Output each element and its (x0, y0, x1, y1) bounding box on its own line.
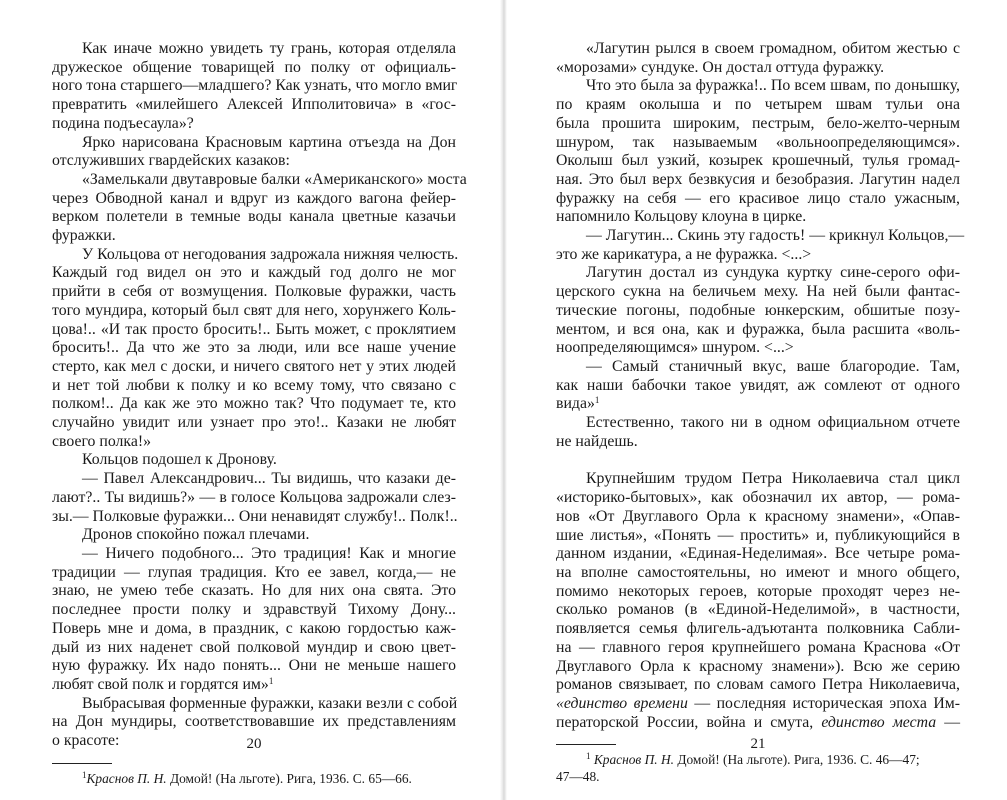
text-line: Кольцов подошел к Дронову. (82, 451, 277, 469)
footnote-line (52, 770, 456, 787)
text-line: Двуглавого Орла к красному знамени»). Всю же серию (556, 657, 960, 675)
text-line: случайно увидит или узнает про это!.. Казаки не любят (52, 414, 456, 432)
text-line: Как иначе можно увидеть ту грань, которая отделяла (82, 40, 456, 57)
text-line: ментом, и вся она, как и фуражка, была расшита «воль- (556, 320, 960, 338)
footnote-line: 47—48. (556, 769, 600, 785)
text-line: это же карикатура, а не фуражка. <...> (556, 245, 812, 263)
text-line: появляется семья флигель-адъютанта полковника Сабли- (556, 620, 960, 638)
footnote (556, 751, 960, 785)
text-line: Ярко нарисована Красновым картина отъезда на Дон (82, 133, 456, 151)
text-line: цова!.. «И так просто бросить!.. Быть может, с проклятием (52, 320, 456, 338)
text-line: «морозами» сундуке. Он достал оттуда фуражку. (556, 58, 885, 76)
footnote-author: Краснов П. Н. (593, 752, 674, 768)
text-line: Лагутин достал из сундука куртку сине-серого офи- (586, 264, 960, 282)
footnote-text: Домой! (На льготе). Рига, 1936. С. 65—66. (169, 770, 412, 786)
text-line: того мундира, который был свят для него, хорунжего Коль- (52, 301, 456, 319)
text-line: Дронов спокойно пожал плечами. (82, 526, 310, 544)
text-line: через Обводной канал и вдруг из каждого вагона фейер- (52, 189, 456, 207)
text-line: дый из них наденет свой полковой мундир и свою цвет- (52, 638, 456, 656)
footnote-line (556, 751, 960, 768)
left-page (52, 40, 467, 786)
text-line: Околыш был узкий, козырек крошечный, тулья громад- (556, 152, 960, 170)
text-line: — Ничего подобного... Это традиция! Как и многие (82, 544, 456, 562)
text-line: церского сукна на беличьем меху. На ней были фантас- (556, 283, 960, 301)
text-line: на — главного героя крупнейшего романа Краснова «От (556, 638, 960, 656)
text-line: ного тона старшего—младшего? Как узнать, что могло вмиг (52, 77, 458, 95)
footnote (52, 770, 456, 787)
text-fragment: — (944, 713, 961, 731)
text-line: на Дон мундиры, соответствовавшие их представлениям (52, 713, 456, 731)
text-line: — Лагутин... Скинь эту гадость! — крикнул Кольцов,— (586, 227, 965, 245)
text-line: шие листья», «Понять — простить» и, публикующийся в (556, 526, 960, 544)
text-line: Выбрасывая форменные фуражки, казаки везли с собой (82, 694, 458, 712)
text-fragment: единство места (821, 713, 937, 731)
footnote-marker: 1 (82, 769, 87, 780)
text-line: «Замелькали двутавровые балки «Американского» моста (82, 170, 467, 188)
text-line: шнуром, так называемым «вольноопределяющимся». (556, 133, 960, 151)
text-line: Естественно, такого ни в одном официальном отчете (586, 414, 960, 432)
text-line: верком полетели в темные воды канала цветные казачьи (52, 208, 456, 226)
right-page (556, 40, 965, 785)
text-line: романов связывает, по словам самого Петра Николаевича, (556, 676, 960, 694)
footnote-author: Краснов П. Н. (86, 770, 167, 786)
text-line: У Кольцова от негодования задрожала нижняя челюсть. (82, 245, 459, 263)
text-line: напомнило Кольцову клоуна в цирке. (556, 208, 807, 226)
text-line: — Павел Александрович... Ты видишь, что казаки де- (82, 470, 456, 488)
page-number: 20 (246, 736, 262, 752)
text-line: ную фуражку. Их надо понять... Они не меньше нашего (52, 657, 456, 675)
text-line: Крупнейшим трудом Петра Николаевича стал цикл (586, 470, 960, 488)
text-line: нов «От Двуглавого Орла к красному знамени», «Опав- (556, 507, 960, 525)
text-line (556, 695, 960, 714)
text-fragment: вида» (556, 395, 595, 413)
text-line: сколько романов (в «Единой-Неделимой», в частности, (556, 601, 960, 619)
text-line: Поверь мне и дома, в праздник, с какою гордостью каж- (52, 619, 456, 637)
text-line: стерто, как мел с доски, и ничего святого нет у этих людей (52, 357, 456, 375)
text-line: последнее прости полку и здравствуй Тихому Дону... (52, 601, 456, 619)
text-line (52, 676, 456, 695)
text-line: ноопределяющимся» шнуром. <...> (556, 339, 794, 357)
text-fragment: «единство времени (556, 694, 688, 712)
text-line: превратить «милейшего Алексей Ипполитовича» в «гос- (52, 96, 456, 114)
text-line: бросить!.. Да что же это за люди, или все наше учение (52, 339, 456, 357)
footnote-ref: 1 (594, 395, 600, 406)
text-line: своего полка!» (52, 432, 152, 450)
text-line: — Самый станичный вкус, ваше благородие. Там, (586, 357, 960, 375)
text-line: фуражку на себя — его красивое лицо стало ужасным, (556, 189, 960, 207)
page-number: 21 (750, 736, 766, 752)
text-line: Что это была за фуражка!.. По всем швам, по донышку, (586, 77, 960, 95)
text-line: знаю, не умею тебе сказать. Но для них она свята. Это (52, 582, 456, 600)
text-line: данном издании, «Единая-Неделимая». Все четыре рома- (556, 545, 960, 563)
text-line: традиции — глупая традиция. Кто ее завел, когда,— не (52, 563, 456, 581)
text-line: ная. Это был верх безвкусия и безобразия. Лагутин надел (556, 170, 960, 188)
text-line: на вполне самостоятельны, но имеют и много общего, (556, 563, 960, 581)
text-fragment: — последняя историческая эпоха Им- (694, 694, 960, 712)
text-line: Каждый год видел он это и каждый год долго не мог (52, 264, 456, 282)
text-line (556, 395, 960, 414)
text-line: полком!.. Да как же это можно так? Что подумает те, кто (52, 395, 456, 413)
text-line: зы.— Полковые фуражки... Они ненавидят службу!.. Полк!.. (52, 507, 458, 525)
section-break (556, 451, 960, 470)
footnote-text: Домой! (На льготе). Рига, 1936. С. 46—47; (677, 752, 920, 768)
left-page-body (52, 40, 467, 751)
text-line: прийти в себя от возмущения. Полковые фуражки, часть (52, 283, 456, 301)
footnote-marker: 1 (586, 751, 591, 762)
text-line: не найдешь. (556, 432, 638, 450)
footnote-ref: 1 (268, 675, 274, 686)
text-line: о красоте: (52, 732, 120, 750)
text-line: отслуживших гвардейских казаков: (52, 152, 290, 170)
text-line: по краям околыша и по четырем швам тульи она (556, 96, 960, 114)
text-fragment: любят свой полк и гордятся им» (52, 675, 269, 693)
text-line: лают?.. Ты видишь?» — в голосе Кольцова задрожали слез- (52, 488, 456, 506)
text-line: и нет той любви к полку и ко всему тому, что связано с (52, 376, 456, 394)
text-line: помимо некоторых героев, которые проходят через не- (556, 582, 960, 600)
text-line: была прошита широким, пестрым, бело-желто-черным (556, 114, 960, 132)
footnote-rule (52, 763, 112, 764)
text-line: «Лагутин рылся в своем громадном, обитом жестью с (586, 40, 960, 57)
right-page-body (556, 40, 965, 732)
text-line: «историко-бытовых», как обозначил их автор, — рома- (556, 489, 960, 507)
text-line: тические погоны, подобные юнкерским, обшитые позу- (556, 301, 960, 319)
text-line: дружеское общение товарищей по полку от официаль- (52, 58, 456, 76)
text-fragment: ператорской России, война и смута, (556, 713, 814, 731)
text-line (556, 714, 960, 733)
text-line: фуражки. (52, 227, 116, 245)
book-gutter (500, 0, 507, 800)
text-line: как наши бабочки такое увидят, аж сомлеют от одного (556, 376, 960, 394)
text-line: подина подъесаула»? (52, 114, 194, 132)
